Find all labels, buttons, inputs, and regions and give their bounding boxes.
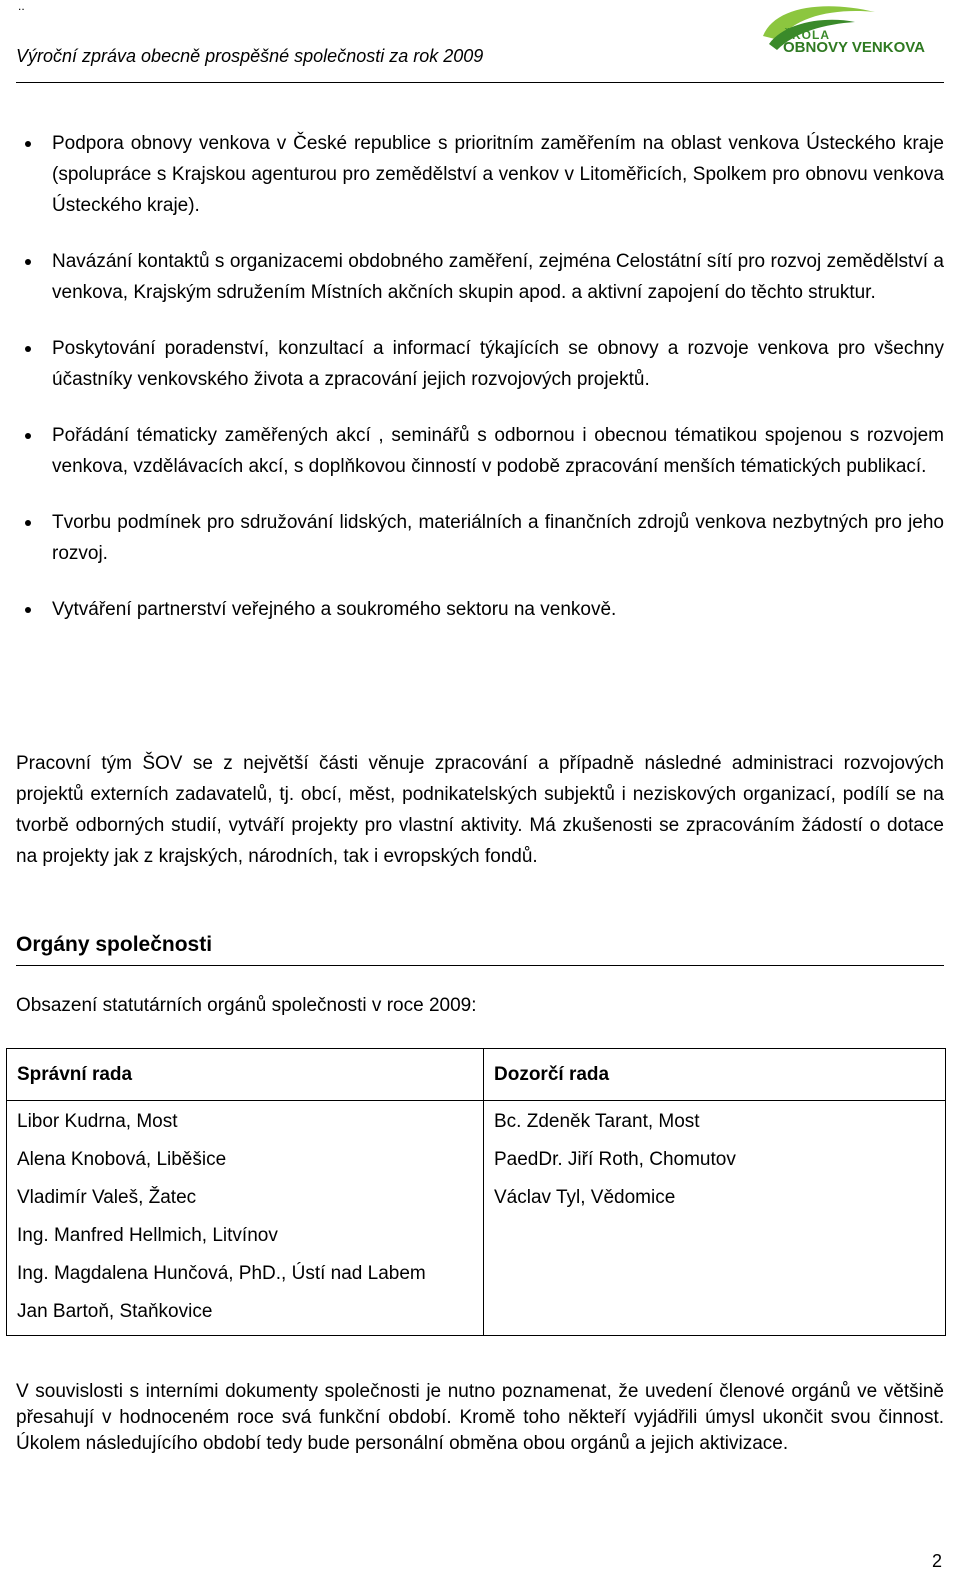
- member-name: Ing. Magdalena Hunčová, PhD., Ústí nad Labem: [17, 1263, 426, 1284]
- member-name: PaedDr. Jiří Roth, Chomutov: [494, 1149, 736, 1170]
- statutory-bodies-table: [6, 1048, 946, 1336]
- dozorci-rada-cell: [484, 1101, 946, 1336]
- list-item: Tvorbu podmínek pro sdružování lidských, materiálních a finančních zdrojů venkova nezbytných pro jeho rozvoj.: [16, 507, 944, 569]
- list-item: Poskytování poradenství, konzultací a informací týkajících se obnovy a rozvoje venkova pro všechny účastníky venkovského života a zpracování jejich rozvojových projektů.: [16, 333, 944, 395]
- header-title: Výroční zpráva obecně prospěšné společnosti za rok 2009: [16, 46, 484, 66]
- school-logo: [755, 0, 960, 80]
- column-header-spravni-rada: Správní rada: [7, 1049, 484, 1101]
- page-top-mark: ..: [18, 0, 25, 13]
- member-name: Bc. Zdeněk Tarant, Most: [494, 1111, 700, 1132]
- list-item: Navázání kontaktů s organizacemi obdobného zaměření, zejména Celostátní sítí pro rozvoj zemědělství a venkova, Krajským sdružením Místních akčních skupin apod. a aktivní zapojení do těchto struktur.: [16, 246, 944, 308]
- member-name: Libor Kudrna, Most: [17, 1111, 178, 1132]
- member-name: Vladimír Valeš, Žatec: [17, 1187, 197, 1208]
- header-rule: [16, 82, 944, 83]
- column-header-dozorci-rada: Dozorčí rada: [484, 1049, 946, 1101]
- spravni-rada-cell: [7, 1101, 484, 1336]
- section-heading: Orgány společnosti: [16, 928, 944, 966]
- logo-line1: ŠKOLA: [783, 28, 830, 42]
- activities-list: [16, 128, 944, 625]
- note-paragraph: V souvislosti s interními dokumenty společnosti je nutno poznamenat, že uvedení členové orgánů ve většině přesahují v hodnoceném roce svá funkční období. Kromě toho někteří vyjádřili úmysl ukončit svou činnost. Úkolem následujícího období tedy bude personální obměna obou orgánů a jejich aktivizace.: [16, 1381, 944, 1454]
- member-name: Alena Knobová, Liběšice: [17, 1149, 227, 1170]
- list-item: Pořádání tématicky zaměřených akcí , seminářů s odbornou i obecnou tématikou spojenou s rozvojem venkova, vzdělávacích akcí, s doplňkovou činností v podobě zpracování menších tématických publikací.: [16, 420, 944, 482]
- member-name: Václav Tyl, Vědomice: [494, 1187, 676, 1208]
- intro-paragraph: Obsazení statutárních orgánů společnosti v roce 2009:: [16, 995, 477, 1016]
- logo-line2: OBNOVY VENKOVA: [783, 39, 925, 56]
- team-paragraph: Pracovní tým ŠOV se z největší části věnuje zpracování a případně následné administraci rozvojových projektů externích zadavatelů, tj. obcí, měst, podnikatelských subjektů i neziskových organizací, podílí se na tvorbě odborných studií, vytváří projekty pro vlastní aktivity. Má zkušenosti se zpracováním žádostí o dotace na projekty jak z krajských, národních, tak i evropských fondů.: [16, 753, 944, 867]
- member-name: Jan Bartoň, Staňkovice: [17, 1301, 213, 1322]
- list-item: Podpora obnovy venkova v České republice s prioritním zaměřením na oblast venkova Ústeckého kraje (spolupráce s Krajskou agenturou pro zemědělství a venkov v Litoměřicích, Spolkem pro obnovu venkova Ústeckého kraje).: [16, 128, 944, 221]
- list-item: Vytváření partnerství veřejného a soukromého sektoru na venkově.: [16, 594, 944, 625]
- page-number: 2: [931, 1551, 942, 1571]
- member-name: Ing. Manfred Hellmich, Litvínov: [17, 1225, 278, 1246]
